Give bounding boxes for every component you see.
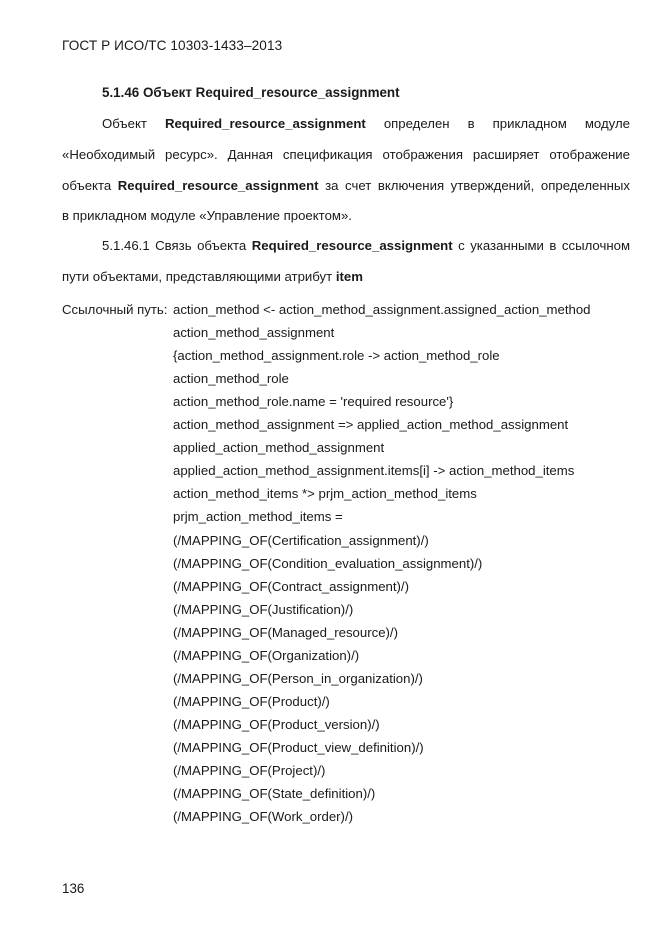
text-run: за счет включения утверждений, определенных [318, 178, 630, 193]
document-header: ГОСТ Р ИСО/ТС 10303-1433–2013 [62, 38, 283, 53]
word: в [467, 116, 475, 131]
reference-path-line: prjm_action_method_items = [173, 509, 343, 525]
reference-path-line: applied_action_method_assignment.items[i] -> action_method_items [173, 463, 575, 479]
reference-path-line: action_method_role.name = 'required resource'} [173, 394, 454, 410]
reference-path-line: (/MAPPING_OF(Certification_assignment)/) [173, 532, 429, 548]
paragraph-line [62, 269, 363, 284]
entity-name: Required_resource_assignment [117, 178, 319, 193]
reference-path-line: (/MAPPING_OF(Product_view_definition)/) [173, 739, 424, 755]
reference-path-label: Ссылочный путь: [62, 302, 168, 317]
word: определен [383, 116, 450, 131]
paragraph-line [62, 178, 630, 193]
reference-path-line: {action_method_assignment.role -> action_method_role [173, 348, 500, 364]
text-run: объекта [62, 178, 118, 193]
reference-path-line: action_method_role [173, 371, 289, 387]
reference-path-line: (/MAPPING_OF(Contract_assignment)/) [173, 578, 409, 594]
reference-path-line: action_method <- action_method_assignment.assigned_action_method [173, 302, 591, 317]
word: прикладном [492, 116, 567, 131]
word: модуле [584, 116, 630, 131]
reference-path-line: (/MAPPING_OF(Condition_evaluation_assignment)/) [173, 555, 483, 571]
paragraph-line: в прикладном модуле «Управление проектом». [62, 208, 352, 223]
reference-path-line: applied_action_method_assignment [173, 440, 385, 456]
reference-path-line: (/MAPPING_OF(Person_in_organization)/) [173, 670, 423, 686]
reference-path-line: (/MAPPING_OF(Product)/) [173, 693, 330, 709]
reference-path-line: (/MAPPING_OF(Justification)/) [173, 601, 354, 617]
page-number: 136 [62, 881, 85, 896]
reference-path-line: action_method_items *> prjm_action_method_items [173, 486, 477, 502]
reference-path-line: (/MAPPING_OF(State_definition)/) [173, 786, 376, 802]
text-run: пути объектами, представляющими атрибут [62, 269, 336, 284]
reference-path-line: (/MAPPING_OF(Managed_resource)/) [173, 624, 398, 640]
reference-path-line: action_method_assignment [173, 325, 335, 341]
reference-path-line: (/MAPPING_OF(Project)/) [173, 763, 326, 778]
text-run: с указанными в ссылочном [452, 238, 631, 253]
paragraph-line: «Необходимый ресурс». Данная спецификация отображения расширяет отображение [62, 147, 630, 162]
attribute-name: item [335, 269, 363, 284]
entity-name: Required_resource_assignment [251, 238, 453, 253]
reference-path-line: (/MAPPING_OF(Organization)/) [173, 647, 360, 663]
entity-name: Required_resource_assignment [164, 116, 366, 131]
paragraph-line [102, 238, 630, 253]
reference-path-line: (/MAPPING_OF(Product_version)/) [173, 716, 380, 732]
paragraph-line [102, 116, 630, 131]
reference-path-line: action_method_assignment => applied_action_method_assignment [173, 417, 569, 433]
section-title: 5.1.46 Объект Required_resource_assignment [102, 85, 400, 100]
reference-path-line: (/MAPPING_OF(Work_order)/) [173, 809, 354, 825]
word: Объект [102, 116, 147, 131]
text-run: 5.1.46.1 Связь объекта [102, 238, 252, 253]
